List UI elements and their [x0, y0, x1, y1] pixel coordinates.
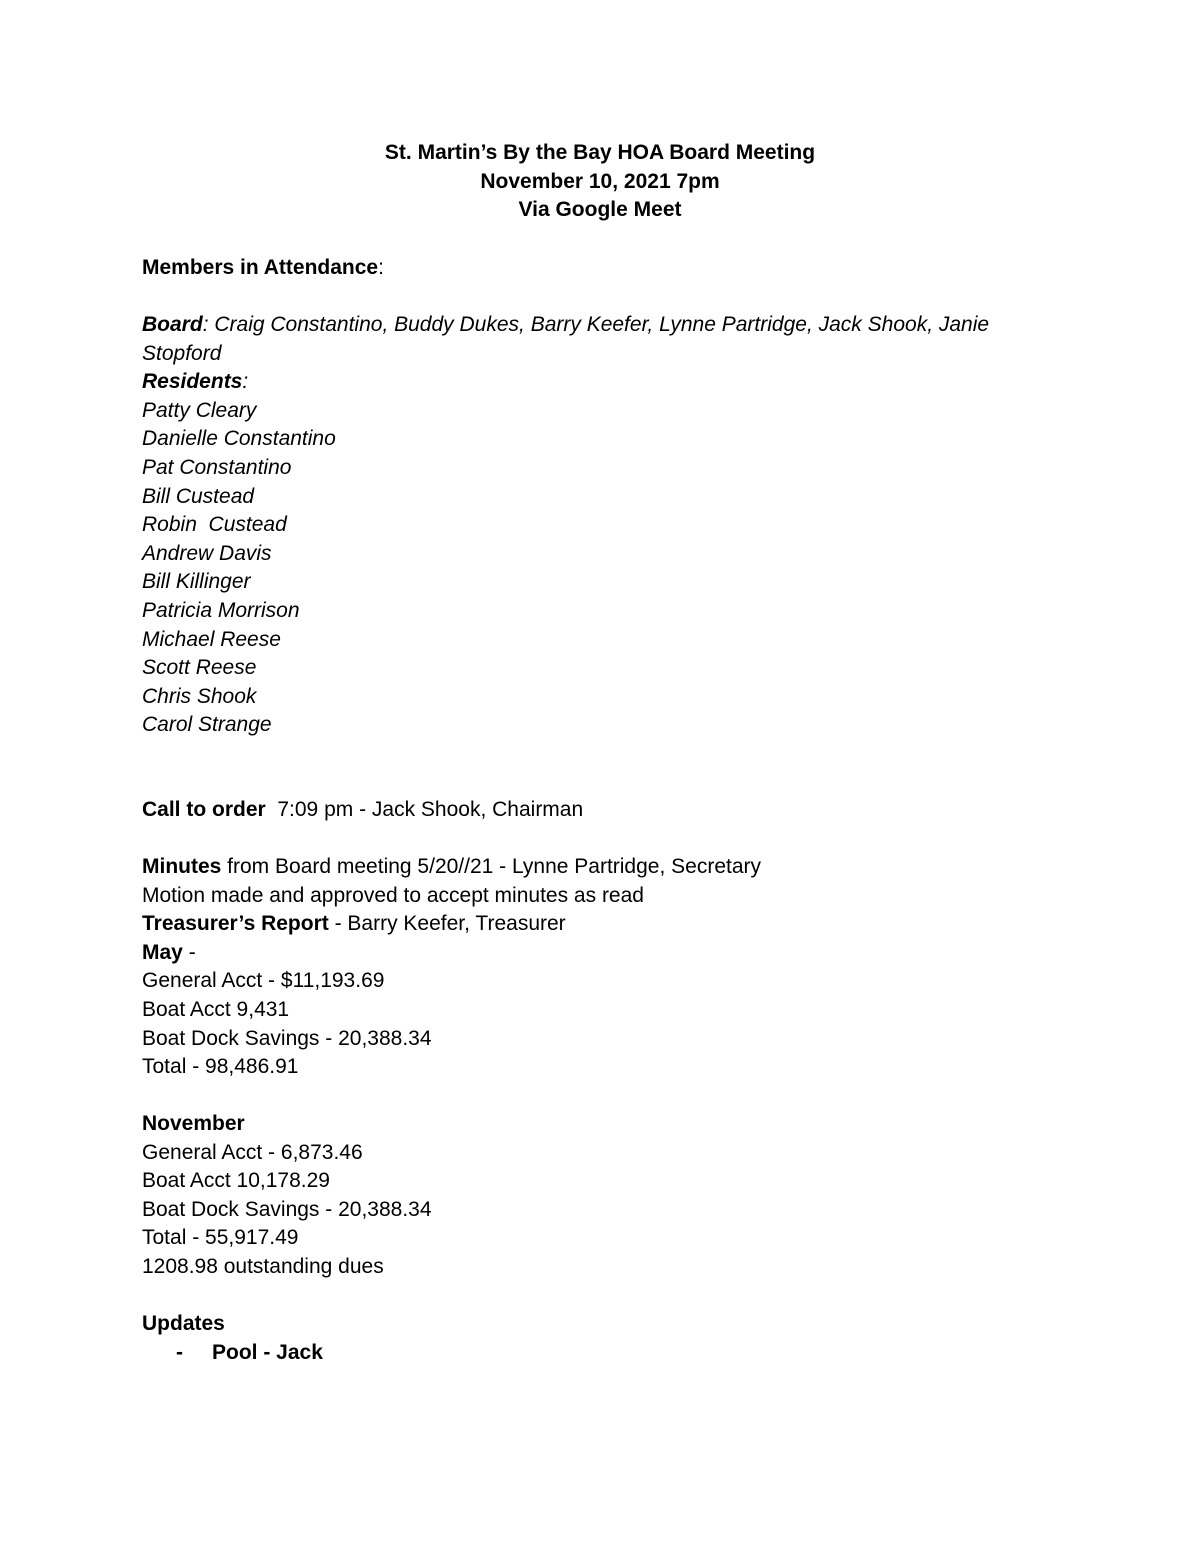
attendance-heading: Members in Attendance:	[142, 256, 384, 279]
residents-line: Residents:	[142, 370, 249, 394]
resident-name: Danielle Constantino	[142, 427, 336, 451]
resident-name: Patricia Morrison	[142, 598, 300, 622]
attendance-section	[142, 311, 1042, 740]
call-to-order: Call to order 7:09 pm - Jack Shook, Chairman	[142, 798, 584, 821]
resident-name: Bill Killinger	[142, 570, 251, 594]
treasurer-line: Treasurer’s Report - Barry Keefer, Treasurer	[142, 912, 566, 936]
november-line: 1208.98 outstanding dues	[142, 1254, 384, 1278]
attendance-heading-block	[142, 254, 1042, 283]
board-label: Board	[142, 313, 203, 336]
document-header	[0, 139, 1200, 225]
november-line: General Acct - 6,873.46	[142, 1140, 363, 1164]
resident-name: Andrew Davis	[142, 541, 272, 565]
may-heading: May -	[142, 940, 196, 964]
november-heading: November	[142, 1112, 245, 1135]
update-item-text: Pool - Jack	[212, 1340, 323, 1364]
board-names-continued: Stopford	[142, 341, 222, 365]
call-to-order-section	[142, 796, 1042, 825]
resident-name: Chris Shook	[142, 684, 257, 708]
resident-name: Carol Strange	[142, 713, 272, 737]
meeting-title: St. Martin’s By the Bay HOA Board Meeting	[384, 141, 816, 164]
resident-name: Scott Reese	[142, 656, 257, 680]
meeting-venue: Via Google Meet	[518, 198, 682, 222]
may-line: Boat Acct 9,431	[142, 997, 290, 1021]
november-line: Total - 55,917.49	[142, 1226, 299, 1250]
may-line: Boat Dock Savings - 20,388.34	[142, 1026, 432, 1050]
minutes-line: Minutes from Board meeting 5/20//21 - Lynne Partridge, Secretary	[142, 855, 762, 878]
updates-section	[142, 1310, 1042, 1367]
resident-name: Patty Cleary	[142, 398, 257, 422]
resident-name: Robin Custead	[142, 513, 287, 537]
board-names: : Craig Constantino, Buddy Dukes, Barry Keefer, Lynne Partridge, Jack Shook, Janie	[202, 313, 990, 336]
bullet-marker: -	[176, 1340, 183, 1364]
may-line: General Acct - $11,193.69	[142, 969, 385, 993]
minutes-treasurer-section	[142, 853, 1042, 1082]
update-item-pool	[142, 1339, 1042, 1368]
meeting-date: November 10, 2021 7pm	[480, 169, 720, 193]
resident-name: Pat Constantino	[142, 455, 292, 479]
board-line	[142, 311, 1042, 340]
november-line: Boat Dock Savings - 20,388.34	[142, 1197, 432, 1221]
minutes-motion: Motion made and approved to accept minutes as read	[142, 883, 644, 907]
resident-name: Bill Custead	[142, 484, 255, 508]
resident-name: Michael Reese	[142, 627, 281, 651]
updates-heading: Updates	[142, 1312, 225, 1335]
november-line: Boat Acct 10,178.29	[142, 1169, 330, 1193]
may-line: Total - 98,486.91	[142, 1055, 299, 1079]
november-section	[142, 1110, 1042, 1282]
residents-label: Residents	[142, 370, 243, 394]
